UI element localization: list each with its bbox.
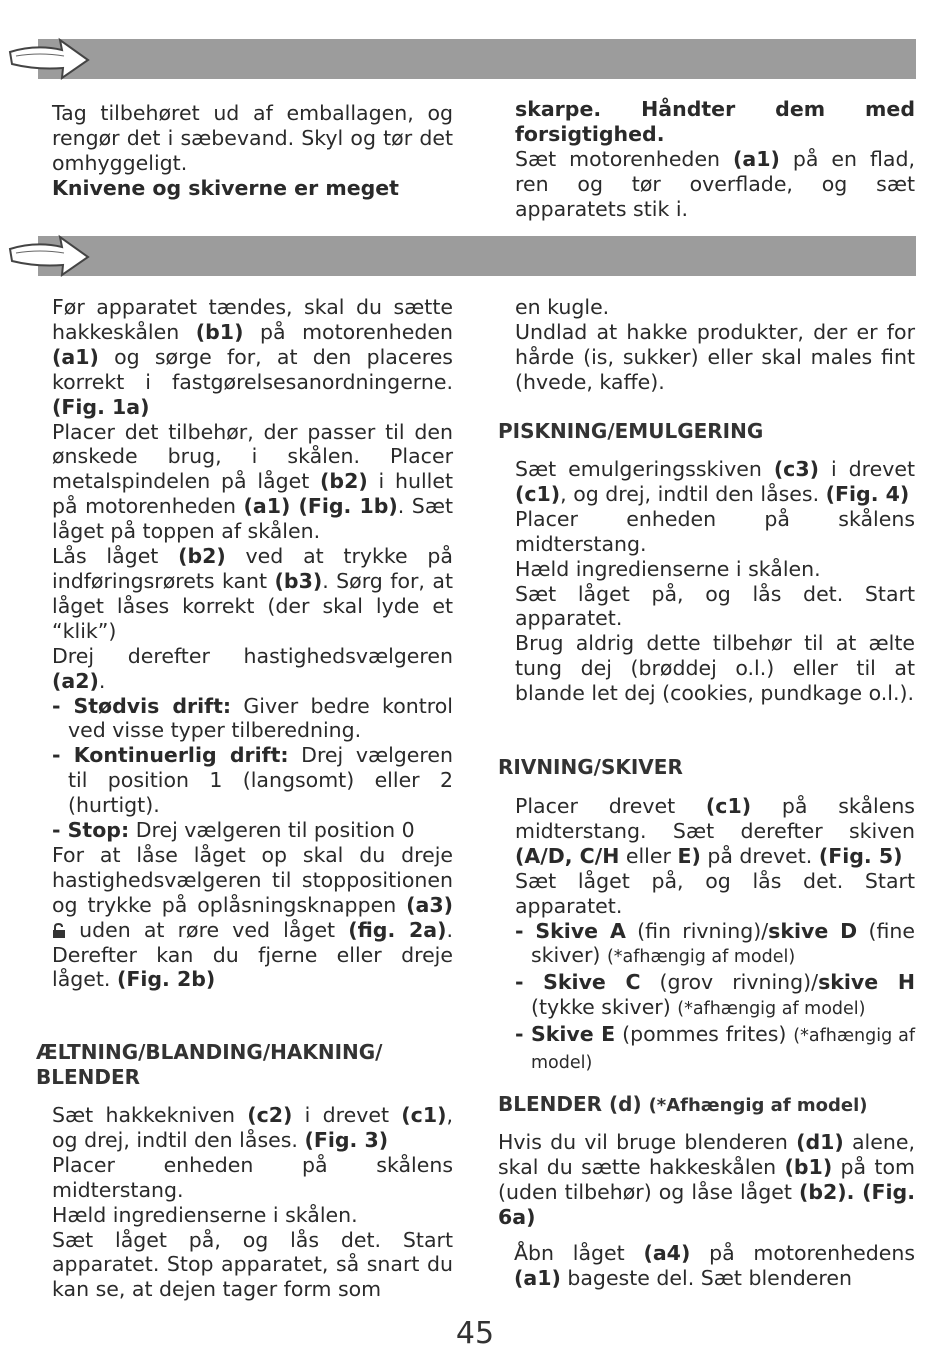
whisking-column <box>515 457 915 706</box>
paragraph: en kugle. <box>515 295 610 319</box>
paragraph: Tag tilbehøret ud af emballagen, og rengør det i sæbevand. Skyl og tør det omhyggeligt. <box>52 101 453 175</box>
usage-left-column <box>52 295 453 992</box>
unpacking-left-column <box>52 101 453 201</box>
list-item: - Kontinuerlig drift: Drej vælgeren til position 1 (langsomt) eller 2 (hurtigt). <box>52 743 453 818</box>
paragraph: Før apparatet tændes, skal du sætte hakkeskålen (b1) på motorenheden (a1) og sørge for, at den placeres korrekt i fastgørelsesanordningerne. (Fig. 1a) <box>52 295 453 419</box>
paragraph: Sæt låget på, og lås det. Start apparatet. <box>515 581 915 631</box>
paragraph: Lås låget (b2) ved at trykke på indføringsrørets kant (b3). Sørg for, at låget låses korrekt (der skal lyde et “klik”) <box>52 544 453 643</box>
list-item: - Skive C (grov rivning)/skive H (tykke skiver) (*afhængig af model) <box>515 970 915 1020</box>
paragraph: Sæt låget på, og lås det. Start apparatet. <box>515 868 915 918</box>
usage-right-column <box>515 295 915 395</box>
section-bar-unpacking <box>38 39 916 79</box>
section-heading: BLENDER (d) (*Afhængig af model) <box>498 1092 868 1116</box>
paragraph: Placer drevet (c1) på skålens midterstang. Sæt derefter skiven (A/D, C/H eller E) på drevet. (Fig. 5) <box>515 794 915 868</box>
section-bar-usage <box>38 236 916 276</box>
paragraph: Placer enheden på skålens midterstang. <box>52 1152 453 1202</box>
list-item: - Skive E (pommes frites) (*afhængig af model) <box>515 1022 915 1074</box>
unpacking-right-column <box>515 97 915 222</box>
list-item: - Stødvis drift: Giver bedre kontrol ved visse typer tilberedning. <box>52 693 453 743</box>
paragraph: Placer enheden på skålens midterstang. <box>515 506 915 556</box>
paragraph: Brug aldrig dette tilbehør til at ælte tung dej (brøddej o.l.) eller til at blande let dej (cookies, pundkage o.l.). <box>515 631 915 706</box>
paragraph: Placer det tilbehør, der passer til den ønskede brug, i skålen. Placer metalspindelen på låget (b2) i hullet på motorenheden (a1) (Fig. 1b). Sæt låget på toppen af skålen. <box>52 419 453 544</box>
paragraph: Sæt låget på, og lås det. Start apparatet. Stop apparatet, så snart du kan se, at dejen tager form som <box>52 1227 453 1302</box>
section-heading: PISKNING/EMULGERING <box>498 419 764 443</box>
paragraph: Hæld ingredienserne i skålen. <box>515 556 821 581</box>
arrow-right-icon <box>6 231 92 279</box>
paragraph: Undlad at hakke produkter, der er for hårde (is, sukker) eller skal males fint (hvede, kaffe). <box>515 319 915 394</box>
warning-text: Knivene og skiverne er meget <box>52 175 399 200</box>
section-heading: ÆLTNING/BLANDING/HAKNING/ BLENDER <box>36 1040 383 1089</box>
arrow-right-icon <box>6 34 92 82</box>
paragraph: Hæld ingredienserne i skålen. <box>52 1202 358 1227</box>
unlock-icon <box>52 923 66 939</box>
paragraph: Sæt emulgeringsskiven (c3) i drevet (c1), og drej, indtil den låses. (Fig. 4) <box>515 457 915 506</box>
paragraph: Hvis du vil bruge blenderen (d1) alene, skal du sætte hakkeskålen (b1) på tom (uden tilbehør) og låse låget (b2). (Fig. 6a) <box>498 1130 915 1229</box>
paragraph: Drej derefter hastighedsvælgeren (a2). <box>52 643 453 693</box>
grating-column <box>515 794 915 1076</box>
paragraph: Åbn låget (a4) på motorenhedens (a1) bageste del. Sæt blenderen <box>514 1240 916 1290</box>
blender-column <box>498 1130 915 1290</box>
page-number: 45 <box>455 1316 495 1351</box>
section-heading: RIVNING/SKIVER <box>498 755 683 779</box>
paragraph: Sæt motorenheden (a1) på en flad, ren og tør overflade, og sæt apparatets stik i. <box>515 146 915 221</box>
list-item: - Skive A (fin rivning)/skive D (fine skiver) (*afhængig af model) <box>515 918 915 968</box>
paragraph: Sæt hakkekniven (c2) i drevet (c1), og drej, indtil den låses. (Fig. 3) <box>52 1103 453 1152</box>
list-item: - Stop: Drej vælgeren til position 0 <box>52 818 415 843</box>
kneading-column <box>52 1103 453 1302</box>
warning-text: skarpe. Håndter dem med forsigtighed. <box>515 97 915 146</box>
paragraph: For at låse låget op skal du dreje hastighedsvælgeren til stoppositionen og trykke på oplåsningsknappen (a3) uden at røre ved låget (fig. 2a). Derefter kan du fjerne eller dreje låget. (Fig. 2b) <box>52 842 453 992</box>
